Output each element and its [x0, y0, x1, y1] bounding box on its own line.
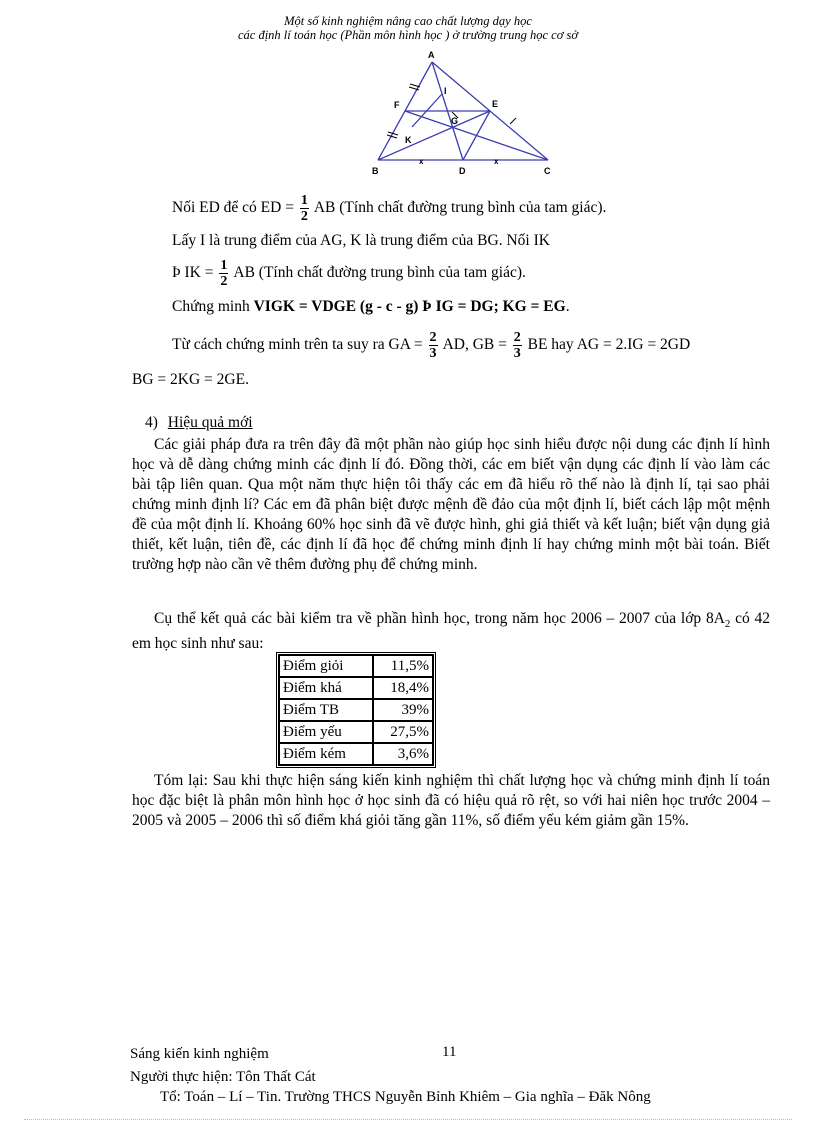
- fraction-two-thirds: $\frac{2}{3}$: [429, 330, 437, 361]
- proof-line-1: Nối ED để có ED = $\frac{1}{2}$ AB (Tính chất đường trung bình của tam giác).: [172, 193, 607, 224]
- header-line-2: các định lí toán học (Phần môn hình học ) ở trường trung học cơ sở: [237, 28, 579, 42]
- table-row: Điểm yếu 27,5%: [279, 721, 433, 743]
- label-k: K: [405, 135, 412, 145]
- section-number: 4): [145, 414, 158, 431]
- footer-author: Người thực hiện: Tôn Thất Cát: [130, 1069, 316, 1085]
- table-row: Điểm kém 3,6%: [279, 743, 433, 765]
- proof-line-2: Lấy I là trung điểm của AG, K là trung điểm của BG. Nối IK: [172, 232, 550, 249]
- label-a: A: [428, 50, 435, 60]
- paragraph-results-intro: Các giải pháp đưa ra trên đây đã một phần nào giúp học sinh hiểu được nội dung các định lí hình học và dễ dàng chứng minh các định lí đó. Đồng thời, các em biết vận dụng các định lí vào làm các bài tập liên quan. Qua một năm thực hiện tôi thấy các em đã hiểu rõ thế nào là định lí, tại sao phải chứng minh định lí? Các em đã phân biệt được mệnh đề đảo của một định lí, biết cách lập một mệnh đề của một định lí. Khoảng 60% học sinh đã vẽ được hình, ghi giả thiết và kết luận; biết vận dụng giả thiết, kết luận, tiên đề, các định lí đã học để chứng minh định lí hay chứng minh một bài toán. Biết trường hợp nào cần vẽ thêm đường phụ để chứng minh.: [132, 436, 770, 573]
- proof-line-3: Þ IK = $\frac{1}{2}$ AB (Tính chất đường trung bình của tam giác).: [172, 258, 526, 289]
- header-line-1: Một số kinh nghiệm nâng cao chất lượng dạy học: [284, 14, 532, 28]
- median-be: [378, 111, 490, 160]
- svg-text:x: x: [494, 157, 499, 166]
- proof-line-6: BG = 2KG = 2GE.: [132, 371, 249, 388]
- proof-line-5: Từ cách chứng minh trên ta suy ra GA = $\frac{2}{3}$ AD, GB = $\frac{2}{3}$ BE hay AG = 2.IG = 2GD: [172, 330, 691, 361]
- page-number: 11: [442, 1044, 457, 1060]
- label-g: G: [451, 116, 459, 126]
- fraction-half: $\frac{1}{2}$: [300, 193, 308, 224]
- table-row: Điểm TB 39%: [279, 699, 433, 721]
- table-row: Điểm khá 18,4%: [279, 677, 433, 699]
- proof-line-4: Chứng minh VIGK = VDGE (g - c - g) Þ IG = DG; KG = EG.: [172, 298, 570, 315]
- results-table-wrapper: [276, 652, 436, 768]
- label-e: E: [492, 99, 499, 109]
- page-header: [0, 14, 816, 42]
- table-row: Điểm giỏi 11,5%: [279, 655, 433, 677]
- footer-school: Tổ: Toán – Lí – Tin. Trường THCS Nguyễn Bỉnh Khiêm – Gia nghĩa – Đăk Nông: [160, 1089, 651, 1105]
- results-table: [276, 652, 436, 768]
- paragraph-results-detail: Cụ thể kết quả các bài kiểm tra về phần hình học, trong năm học 2006 – 2007 của lớp $8A_2$ có 42 em học sinh như sau:: [132, 610, 771, 653]
- footer-divider: [24, 1119, 792, 1120]
- segment-ed: [463, 111, 490, 160]
- label-d: D: [459, 166, 466, 176]
- section-heading: [145, 413, 253, 433]
- label-c: C: [544, 166, 551, 176]
- svg-text:x: x: [419, 157, 424, 166]
- triangle-figure: [368, 48, 568, 180]
- footer-title: Sáng kiến kinh nghiệm: [130, 1046, 269, 1062]
- fraction-half: $\frac{1}{2}$: [220, 258, 228, 289]
- section-title: Hiệu quả mới: [167, 414, 253, 431]
- label-i: I: [444, 86, 447, 96]
- label-f: F: [394, 100, 400, 110]
- fraction-two-thirds: $\frac{2}{3}$: [513, 330, 521, 361]
- label-b: B: [372, 166, 379, 176]
- paragraph-conclusion: Tóm lại: Sau khi thực hiện sáng kiến kinh nghiệm thì chất lượng học và chứng minh định lí toán học đặc biệt là phân môn hình học ở học sinh đã có hiệu quả rõ rệt, so với hai niên học trước 2004 – 2005 và 2005 – 2006 thì số điểm khá giỏi tăng gần 11%, số điểm yếu kém giảm gần 15%.: [132, 772, 770, 829]
